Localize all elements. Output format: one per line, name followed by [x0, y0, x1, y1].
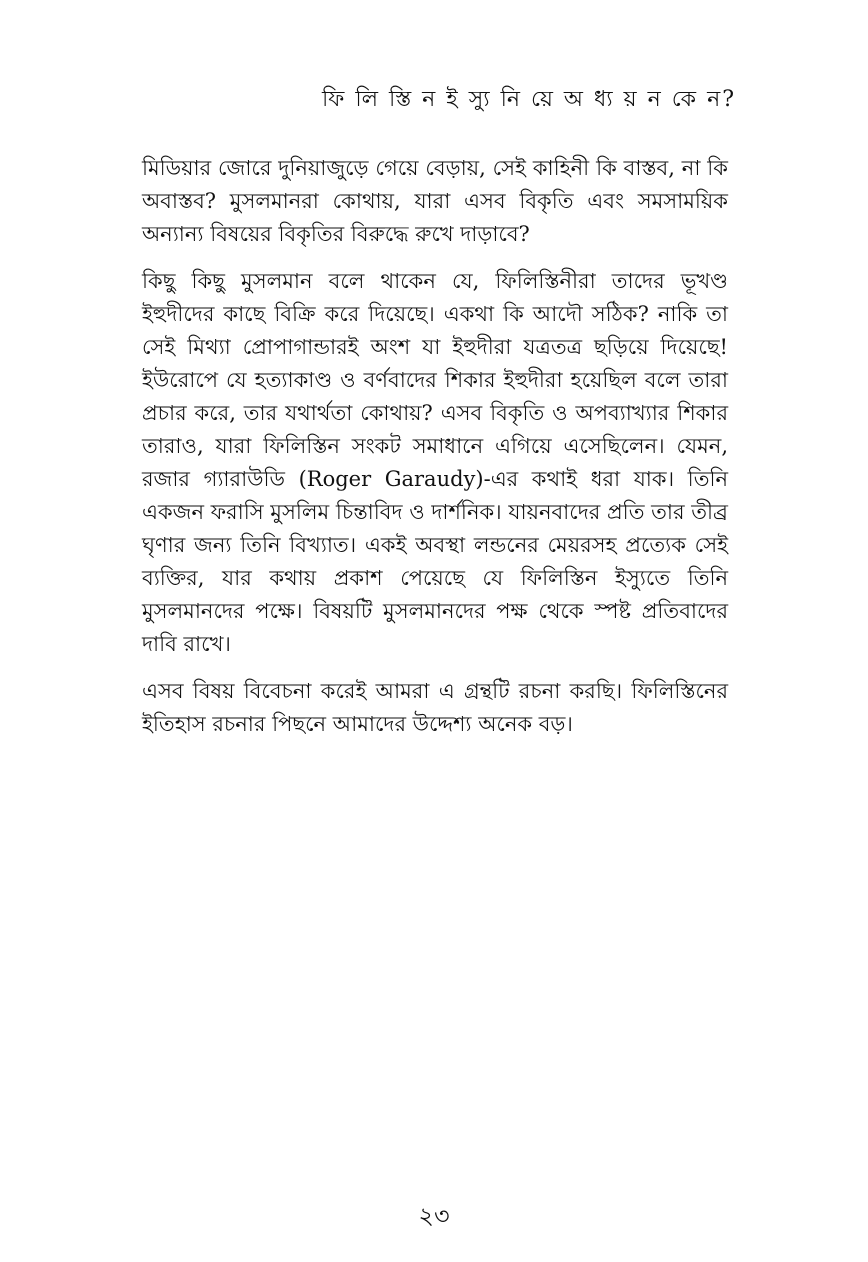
paragraph-1: মিডিয়ার জোরে দুনিয়াজুড়ে গেয়ে বেড়ায়, সেই কাহিনী কি বাস্তব, না কি অবাস্তব? মুসলমানরা কোথায়, যারা এসব বিকৃতি এবং সমসাময়িক অন্যান্য বিষয়ের বিকৃতির বিরুদ্ধে রুখে দাড়াবে?	[142, 156, 728, 246]
running-header-title: ফি লি স্তি ন ই স্যু নি য়ে অ ধ্য য় ন কে ন?	[322, 87, 736, 112]
page-number: ২৩	[418, 1202, 450, 1230]
paragraph-3: এসব বিষয় বিবেচনা করেই আমরা এ গ্রন্থটি রচনা করছি। ফিলিস্তিনের ইতিহাস রচনার পিছনে আমাদের উদ্দেশ্য অনেক বড়।	[142, 679, 728, 736]
paragraph-2: কিছু কিছু মুসলমান বলে থাকেন যে, ফিলিস্তিনীরা তাদের ভূখণ্ড ইহুদীদের কাছে বিক্রি করে দিয়েছে। একথা কি আদৌ সঠিক? নাকি তা সেই মিথ্যা প্রোপাগান্ডারই অংশ যা ইহুদীরা যত্রতত্র ছড়িয়ে দিয়েছে! ইউরোপে যে হত্যাকাণ্ড ও বর্ণবাদের শিকার ইহুদীরা হয়েছিল বলে তারা প্রচার করে, তার যথার্থতা কোথায়? এসব বিকৃতি ও অপব্যাখ্যার শিকার তারাও, যারা ফিলিস্তিন সংকট সমাধানে এগিয়ে এসেছিলেন। যেমন, রজার গ্যারাউডি (Roger Garaudy)-এর কথাই ধরা যাক। তিনি একজন ফরাসি মুসলিম চিন্তাবিদ ও দার্শনিক। যায়নবাদের প্রতি তার তীব্র ঘৃণার জন্য তিনি বিখ্যাত। একই অবস্থা লন্ডনের মেয়রসহ প্রত্যেক সেই ব্যক্তির, যার কথায় প্রকাশ পেয়েছে যে ফিলিস্তিন ইস্যুতে তিনি মুসলমানদের পক্ষে। বিষয়টি মুসলমানদের পক্ষ থেকে স্পষ্ট প্রতিবাদের দাবি রাখে।	[142, 269, 728, 656]
body-text	[142, 152, 728, 755]
